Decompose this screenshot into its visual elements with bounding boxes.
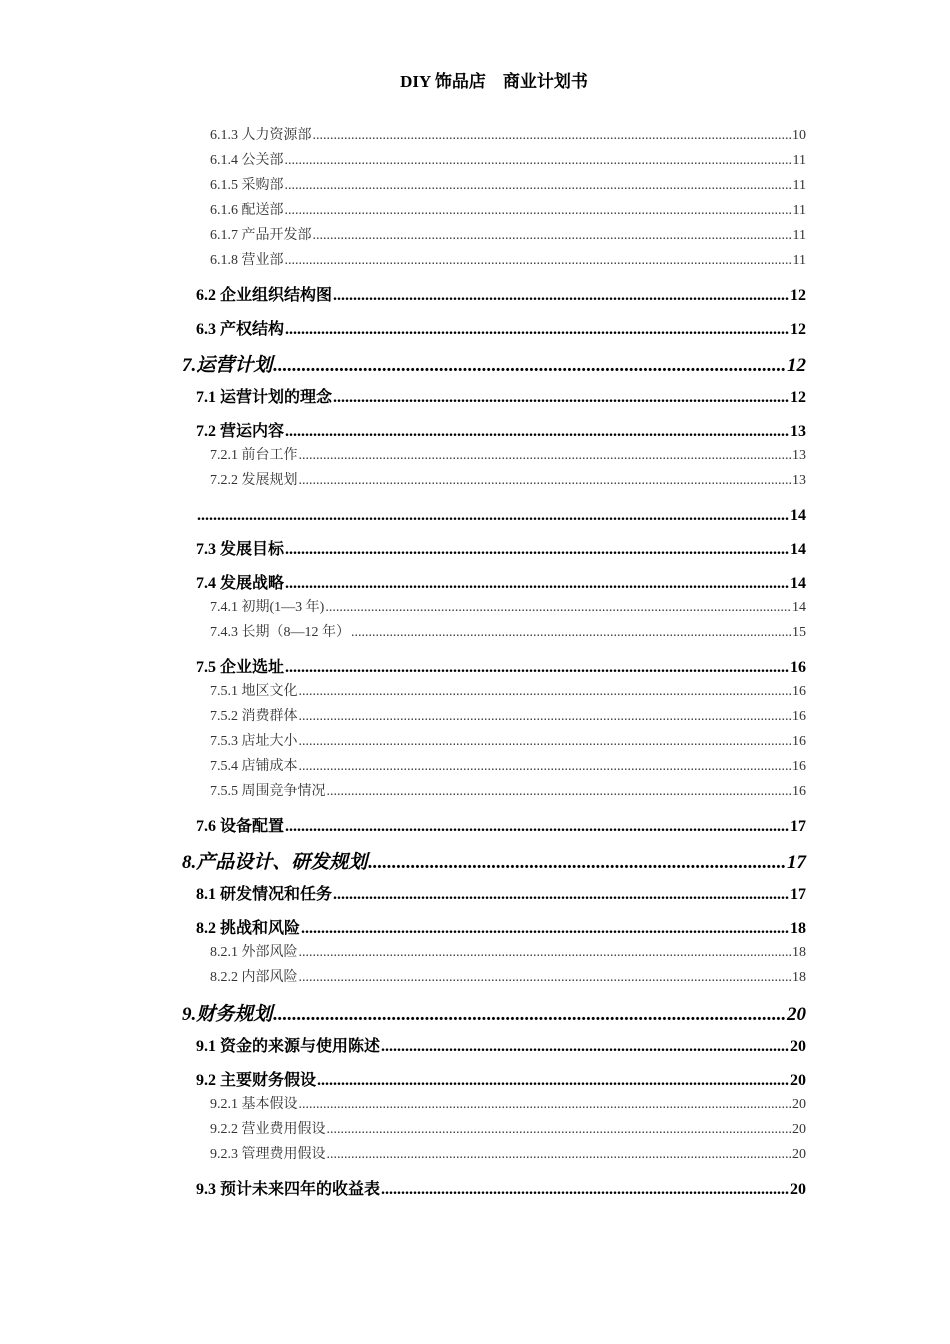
toc-entry-title: 7.4.3 长期（8—12 年） [210,625,350,640]
toc-entry-title: 6.1.6 配送部 [210,203,284,218]
toc-entry-title: 6.1.3 人力资源部 [210,128,312,143]
toc-leader-dots [285,153,792,169]
toc-entry-title: 6.3 产权结构 [196,321,285,338]
toc-leader-dots [299,970,792,986]
toc-entry-page-number: 11 [792,178,806,193]
toc-entry[interactable] [196,882,806,904]
toc-entry-page-number: 11 [792,203,806,218]
toc-entry-page-number: 20 [787,1004,806,1025]
toc-entry-title: 9.2.1 基本假设 [210,1097,298,1112]
toc-entry-title: 7.2 营运内容 [196,423,285,440]
toc-entry-title: 7.6 设备配置 [196,818,285,835]
toc-leader-dots [327,784,792,800]
toc-leader-dots [301,920,789,938]
toc-entry-page-number: 20 [792,1122,806,1137]
toc-entry[interactable] [182,351,806,377]
toc-leader-dots [299,945,792,961]
toc-entry-page-number: 16 [790,659,806,676]
toc-entry[interactable] [182,1000,806,1026]
toc-entry-page-number: 13 [790,423,806,440]
toc-entry-page-number: 11 [792,253,806,268]
toc-entry-title: 6.1.8 营业部 [210,253,284,268]
toc-entry[interactable] [210,224,806,244]
document-header: DIY 饰品店 商业计划书 [400,72,588,91]
toc-entry[interactable] [210,966,806,986]
toc-entry-page-number: 15 [792,625,806,640]
toc-entry-page-number: 17 [787,852,806,873]
toc-leader-dots [299,759,792,775]
toc-entry[interactable] [210,249,806,269]
toc-entry-page-number: 12 [790,389,806,406]
toc-entry[interactable] [210,680,806,700]
toc-leader-dots [299,684,792,700]
toc-leader-dots [299,1097,792,1113]
toc-leader-dots [273,355,786,377]
toc-entry[interactable] [182,848,806,874]
toc-entry-title: 7.2.2 发展规划 [210,473,298,488]
toc-entry-page-number: 17 [790,818,806,835]
toc-leader-dots [285,178,792,194]
toc-entry-page-number: 12 [787,355,806,376]
toc-leader-dots [285,203,792,219]
toc-entry[interactable] [196,419,806,441]
toc-entry-title: 6.1.4 公关部 [210,153,284,168]
toc-entry-title: 8.1 研发情况和任务 [196,886,333,903]
toc-entry[interactable] [210,469,806,489]
toc-entry-title: 7.3 发展目标 [196,541,285,558]
toc-leader-dots [313,228,792,244]
toc-leader-dots [285,541,789,559]
toc-entry-title: 7.运营计划 [182,355,273,376]
toc-entry-page-number: 10 [792,128,806,143]
toc-entry-title: 6.1.7 产品开发部 [210,228,312,243]
toc-entry-title: 9.2.3 管理费用假设 [210,1147,326,1162]
toc-entry-page-number: 14 [792,600,806,615]
toc-entry[interactable] [210,596,806,616]
toc-entry[interactable] [210,199,806,219]
toc-leader-dots [273,1004,786,1026]
toc-leader-dots [285,659,789,677]
toc-entry-title: 7.2.1 前台工作 [210,448,298,463]
toc-entry[interactable] [210,174,806,194]
toc-leader-dots [351,625,791,641]
toc-leader-dots [313,128,792,144]
toc-entry-title: 7.5.5 周围竞争情况 [210,784,326,799]
toc-entry[interactable] [196,537,806,559]
toc-leader-dots [368,852,786,874]
toc-entry-page-number: 16 [792,734,806,749]
toc-entry[interactable] [196,814,806,836]
toc-entry-page-number: 18 [792,945,806,960]
toc-entry-page-number: 11 [792,153,806,168]
toc-leader-dots [381,1181,789,1199]
toc-entry-page-number: 16 [792,709,806,724]
toc-entry-title: 7.5.4 店铺成本 [210,759,298,774]
toc-entry-title: 7.4.1 初期(1—3 年) [210,600,325,615]
toc-entry-title: 7.5.2 消费群体 [210,709,298,724]
toc-leader-dots [317,1072,789,1090]
toc-leader-dots [327,1122,792,1138]
toc-entry[interactable] [210,1143,806,1163]
toc-entry-title: 6.1.5 采购部 [210,178,284,193]
toc-entry[interactable] [210,149,806,169]
toc-entry-title: 8.2 挑战和风险 [196,920,301,937]
toc-entry-page-number: 14 [790,541,806,558]
toc-leader-dots [327,1147,792,1163]
toc-entry[interactable] [196,1177,806,1199]
toc-entry[interactable] [196,385,806,407]
toc-entry-title: 8.2.1 外部风险 [210,945,298,960]
toc-entry-page-number: 16 [792,684,806,699]
toc-entry-page-number: 18 [790,920,806,937]
toc-entry[interactable] [196,655,806,677]
toc-entry[interactable] [196,283,806,305]
toc-entry-page-number: 20 [790,1181,806,1198]
toc-entry-title: 9.财务规划 [182,1004,273,1025]
toc-entry-page-number: 12 [790,321,806,338]
toc-entry[interactable] [210,755,806,775]
toc-leader-dots [333,389,789,407]
toc-entry[interactable] [210,730,806,750]
toc-leader-dots [381,1038,789,1056]
toc-entry-title: 7.1 运营计划的理念 [196,389,333,406]
toc-entry[interactable] [210,780,806,800]
toc-entry[interactable] [210,1093,806,1113]
toc-entry[interactable] [210,705,806,725]
toc-entry-title: 7.4 发展战略 [196,575,285,592]
toc-entry-page-number: 16 [792,759,806,774]
toc-entry-title: 7.5.3 店址大小 [210,734,298,749]
toc-entry[interactable] [196,503,806,525]
toc-leader-dots [299,448,792,464]
toc-entry-page-number: 11 [792,228,806,243]
toc-entry[interactable] [210,1118,806,1138]
toc-entry-title: 9.1 资金的来源与使用陈述 [196,1038,381,1055]
toc-entry[interactable] [196,317,806,339]
toc-entry-page-number: 20 [792,1097,806,1112]
toc-leader-dots [299,734,792,750]
toc-entry[interactable] [210,621,806,641]
toc-entry-page-number: 13 [792,448,806,463]
toc-entry[interactable] [196,571,806,593]
toc-entry[interactable] [210,941,806,961]
toc-entry-page-number: 20 [792,1147,806,1162]
toc-entry[interactable] [210,444,806,464]
toc-entry-page-number: 16 [792,784,806,799]
toc-leader-dots [197,507,789,525]
toc-leader-dots [333,287,789,305]
toc-entry-title: 7.5.1 地区文化 [210,684,298,699]
toc-entry-title: 8.2.2 内部风险 [210,970,298,985]
toc-leader-dots [299,473,792,489]
toc-entry-title: 8.产品设计、研发规划 [182,852,368,873]
toc-entry-title: 9.2 主要财务假设 [196,1072,317,1089]
toc-leader-dots [285,575,789,593]
toc-entry-title: 9.3 预计未来四年的收益表 [196,1181,381,1198]
toc-entry[interactable] [210,124,806,144]
toc-leader-dots [299,709,792,725]
toc-entry-page-number: 13 [792,473,806,488]
toc-entry-page-number: 18 [792,970,806,985]
toc-leader-dots [285,253,792,269]
toc-entry[interactable] [196,1034,806,1056]
toc-entry-page-number: 14 [790,507,806,524]
toc-leader-dots [285,818,789,836]
toc-entry-title: 6.2 企业组织结构图 [196,287,333,304]
toc-entry-title: 7.5 企业选址 [196,659,285,676]
toc-leader-dots [285,423,789,441]
toc-leader-dots [325,600,791,616]
toc-entry-title: 9.2.2 营业费用假设 [210,1122,326,1137]
toc-entry-page-number: 20 [790,1072,806,1089]
toc-leader-dots [333,886,789,904]
toc-entry-page-number: 14 [790,575,806,592]
toc-entry[interactable] [196,1068,806,1090]
toc-entry-page-number: 17 [790,886,806,903]
toc-leader-dots [285,321,789,339]
toc-entry-page-number: 12 [790,287,806,304]
toc-entry[interactable] [196,916,806,938]
toc-entry-page-number: 20 [790,1038,806,1055]
